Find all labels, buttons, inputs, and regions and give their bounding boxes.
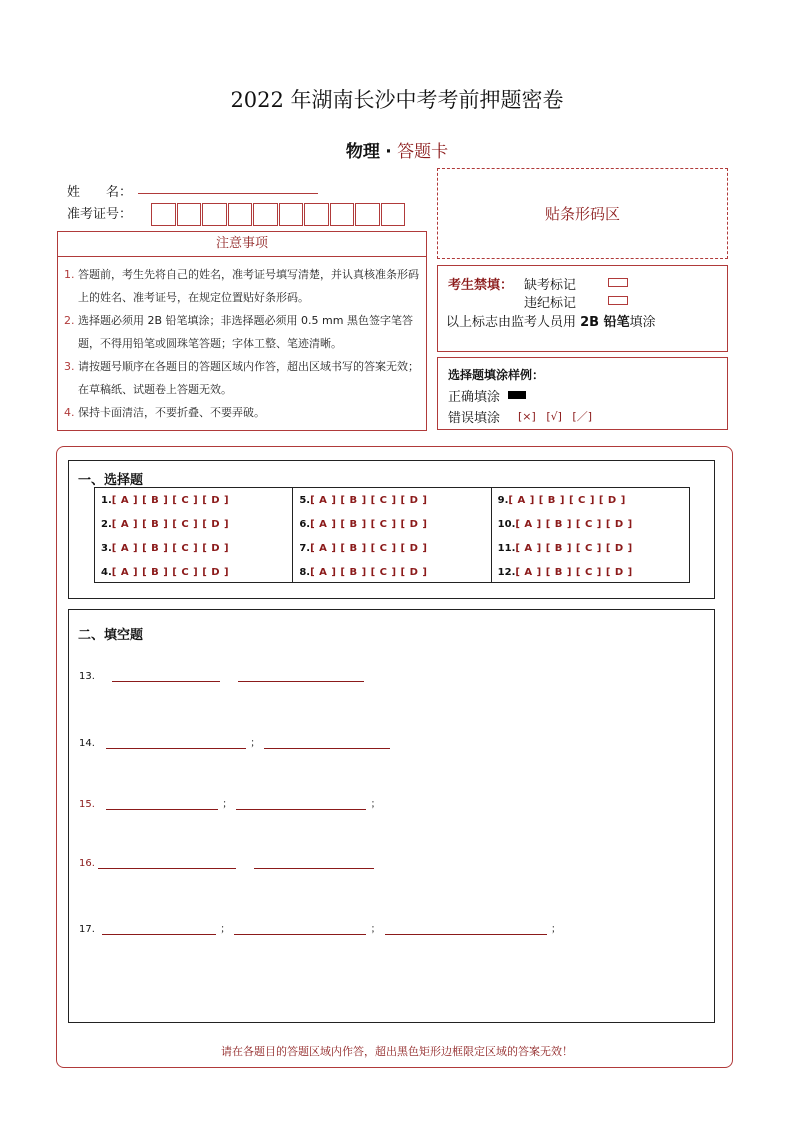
page-title: 2022 年湖南长沙中考考前押题密卷 xyxy=(230,88,564,112)
answer-card-label: 答题卡 xyxy=(397,142,449,162)
name-label: 姓 名： xyxy=(67,185,133,200)
choice-row[interactable] xyxy=(492,514,689,538)
answer-blank[interactable] xyxy=(106,738,246,749)
notice-item: 2. 选择题必须用 2B 铅笔填涂；非选择题必须用 0.5 mm 黑色签字笔答题，不得用铅笔或圆珠笔答题；字体工整、笔迹清晰。 xyxy=(64,314,413,350)
choice-column xyxy=(95,488,293,582)
sample-correct-label: 正确填涂 xyxy=(448,390,501,405)
notice-item: 3. 请按题号顺序在各题目的答题区域内作答，超出区域书写的答案无效；在草稿纸、试题卷上答题无效。 xyxy=(64,360,419,396)
answer-blank[interactable] xyxy=(106,799,218,810)
exam-mark-label: 考生禁填： xyxy=(448,278,514,293)
notice-title: 注意事项 xyxy=(58,232,426,257)
barcode-label: 贴条形码区 xyxy=(544,205,620,223)
choice-options[interactable]: [ A ] [ B ] [ C ] [ D ] xyxy=(111,519,230,530)
choice-options[interactable]: [ A ] [ B ] [ C ] [ D ] xyxy=(111,495,230,506)
choice-row[interactable] xyxy=(293,514,490,538)
footer-warning: 请在各题目的答题区域内作答，超出黑色矩形边框限定区域的答案无效！ xyxy=(221,1045,573,1058)
exam-id-boxes[interactable] xyxy=(151,203,406,226)
exam-id-digit-box[interactable] xyxy=(253,203,278,226)
choice-options[interactable]: [ A ] [ B ] [ C ] [ D ] xyxy=(310,567,428,578)
fill-sample-box xyxy=(437,357,728,430)
question-number: 2. xyxy=(101,519,112,530)
exam-id-label: 准考证号： xyxy=(67,207,133,222)
question-number: 10. xyxy=(497,519,516,530)
choice-options[interactable]: [ A ] [ B ] [ C ] [ D ] xyxy=(111,567,230,578)
exam-mark-box xyxy=(437,265,728,352)
question-number: 6. xyxy=(299,519,311,530)
choice-row[interactable] xyxy=(492,562,689,586)
exam-id-digit-box[interactable] xyxy=(279,203,304,226)
name-field[interactable] xyxy=(138,193,318,194)
choice-row[interactable] xyxy=(293,490,490,514)
notice-list xyxy=(58,257,426,424)
choice-grid xyxy=(94,487,690,583)
choice-options[interactable]: [ A ] [ B ] [ C ] [ D ] xyxy=(310,543,428,554)
fill-question-14: 14. ； xyxy=(79,734,390,748)
answer-blank[interactable] xyxy=(264,738,390,749)
question-number: 11. xyxy=(497,543,516,554)
fill-question-16: 16. xyxy=(79,858,374,872)
choice-column xyxy=(293,488,491,582)
answer-blank[interactable] xyxy=(236,799,366,810)
fill-question-17: 17. ； ； ； xyxy=(79,924,562,935)
subtitle-dot: · xyxy=(385,142,392,162)
choice-options[interactable]: [ A ] [ B ] [ C ] [ D ] xyxy=(508,495,626,506)
choice-options[interactable]: [ A ] [ B ] [ C ] [ D ] xyxy=(515,519,633,530)
question-number: 8. xyxy=(299,567,311,578)
choice-row[interactable] xyxy=(95,490,292,514)
choice-options[interactable]: [ A ] [ B ] [ C ] [ D ] xyxy=(515,543,633,554)
answer-blank[interactable] xyxy=(234,924,366,935)
answer-blank[interactable] xyxy=(385,924,547,935)
fill-question-13: 13. xyxy=(79,671,364,685)
barcode-area xyxy=(437,168,728,259)
fill-question-15: 15. ； ； xyxy=(79,799,381,810)
answer-blank[interactable] xyxy=(112,671,220,682)
subject-label: 物理 xyxy=(345,142,380,162)
notice-item: 1. 答题前，考生先将自己的姓名，准考证号填写清楚，并认真核准条形码上的姓名、准考证号，在规定位置贴好条形码。 xyxy=(64,268,419,304)
question-number: 12. xyxy=(497,567,516,578)
choice-row[interactable] xyxy=(492,538,689,562)
violation-mark-box[interactable] xyxy=(608,296,628,305)
answer-blank[interactable] xyxy=(98,858,236,869)
filled-mark-icon xyxy=(508,391,526,399)
absent-mark-box[interactable] xyxy=(608,278,628,287)
choice-row[interactable] xyxy=(95,562,292,586)
exam-id-digit-box[interactable] xyxy=(355,203,380,226)
choice-row[interactable] xyxy=(95,538,292,562)
question-number: 1. xyxy=(101,495,112,506)
choice-row[interactable] xyxy=(95,514,292,538)
question-number: 7. xyxy=(299,543,311,554)
choice-options[interactable]: [ A ] [ B ] [ C ] [ D ] xyxy=(310,519,428,530)
wrong-marks: [×] [√] [／] xyxy=(518,410,592,423)
absent-mark-label: 缺考标记 xyxy=(524,278,577,293)
choice-row[interactable] xyxy=(293,562,490,586)
exam-id-digit-box[interactable] xyxy=(330,203,355,226)
choice-options[interactable]: [ A ] [ B ] [ C ] [ D ] xyxy=(111,543,230,554)
sample-title: 选择题填涂样例： xyxy=(448,368,545,382)
exam-id-digit-box[interactable] xyxy=(381,203,406,226)
exam-id-digit-box[interactable] xyxy=(304,203,329,226)
choice-row[interactable] xyxy=(293,538,490,562)
notice-item: 4. 保持卡面清洁，不要折叠、不要弄破。 xyxy=(64,406,265,419)
answer-blank[interactable] xyxy=(238,671,364,682)
violation-mark-label: 违纪标记 xyxy=(524,296,577,311)
exam-mark-note: 以上标志由监考人员用 2B 铅笔填涂 xyxy=(446,315,656,330)
notice-box xyxy=(57,231,427,431)
answer-blank[interactable] xyxy=(102,924,216,935)
choice-column xyxy=(492,488,689,582)
section2-title: 二、填空题 xyxy=(78,628,144,643)
exam-id-digit-box[interactable] xyxy=(177,203,202,226)
exam-id-digit-box[interactable] xyxy=(228,203,253,226)
choice-options[interactable]: [ A ] [ B ] [ C ] [ D ] xyxy=(310,495,428,506)
subtitle xyxy=(0,137,794,162)
choice-options[interactable]: [ A ] [ B ] [ C ] [ D ] xyxy=(515,567,633,578)
question-number: 9. xyxy=(497,495,509,506)
answer-blank[interactable] xyxy=(254,858,374,869)
section1-title: 一、选择题 xyxy=(78,473,144,488)
exam-id-digit-box[interactable] xyxy=(151,203,176,226)
question-number: 5. xyxy=(299,495,311,506)
exam-id-digit-box[interactable] xyxy=(202,203,227,226)
sample-wrong-label: 错误填涂 xyxy=(448,411,501,426)
question-number: 4. xyxy=(101,567,112,578)
question-number: 3. xyxy=(101,543,112,554)
choice-row[interactable] xyxy=(492,490,689,514)
